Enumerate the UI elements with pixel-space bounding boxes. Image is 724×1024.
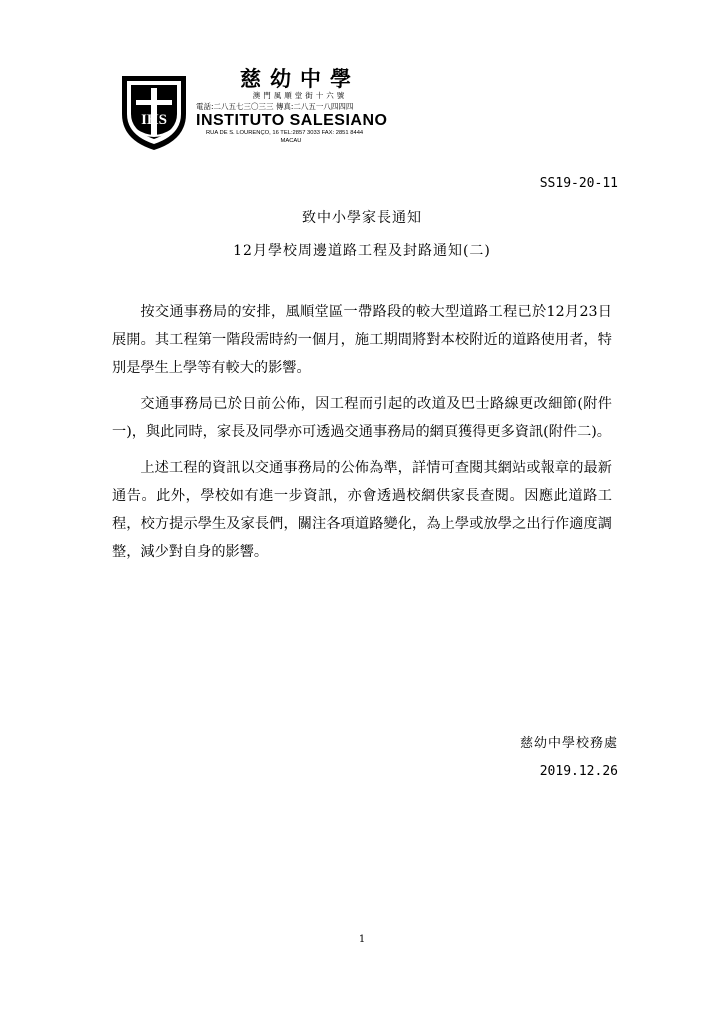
notice-body — [112, 298, 612, 574]
notice-subtitle: 12月學校周邊道路工程及封路通知(二) — [233, 243, 491, 259]
school-phone-fax-chinese: 電話:二八五七三〇三三 傳真:二八五一八四四四 — [196, 102, 354, 111]
body-paragraph: 交通事務局已於日前公佈，因工程而引起的改道及巴士路線更改細節(附件一)，與此同時，家長及同學亦可透過交通事務局的網頁獲得更多資訊(附件二)。 — [112, 396, 612, 440]
crest-letters: IHS — [141, 112, 167, 128]
school-city-english: MACAU — [280, 138, 302, 144]
notice-title: 致中小學家長通知 — [302, 210, 422, 226]
school-address-chinese: 澳門風順堂街十六號 — [252, 91, 348, 100]
letterhead-text — [196, 68, 436, 145]
reference-number: SS19-20-11 — [539, 176, 618, 191]
body-paragraph: 按交通事務局的安排，風順堂區一帶路段的較大型道路工程已於12月23日展開。其工程第一階段需時約一個月，施工期間將對本校附近的道路使用者，特別是學生上學等有較大的影響。 — [112, 304, 612, 376]
page-number: 1 — [358, 934, 366, 945]
issuer-signature: 慈幼中學校務處 — [519, 736, 618, 751]
school-name-chinese: 慈幼中學 — [240, 67, 360, 91]
body-paragraph: 上述工程的資訊以交通事務局的公佈為準，詳情可查閱其網站或報章的最新通告。此外，學校如有進一步資訊，亦會透過校網供家長查閱。因應此道路工程，校方提示學生及家長們，關注各項道路變化，為上學或放學之出行作適度調整，減少對自身的影響。 — [112, 460, 612, 560]
letterhead — [116, 68, 416, 160]
school-name-english: INSTITUTO SALESIANO — [196, 112, 388, 129]
school-address-english: RUA DE S. LOURENÇO, 16 TEL:2857 3033 FAX: 2851 8444 — [206, 130, 364, 136]
issue-date: 2019.12.26 — [539, 764, 618, 779]
school-crest-icon — [116, 70, 192, 154]
